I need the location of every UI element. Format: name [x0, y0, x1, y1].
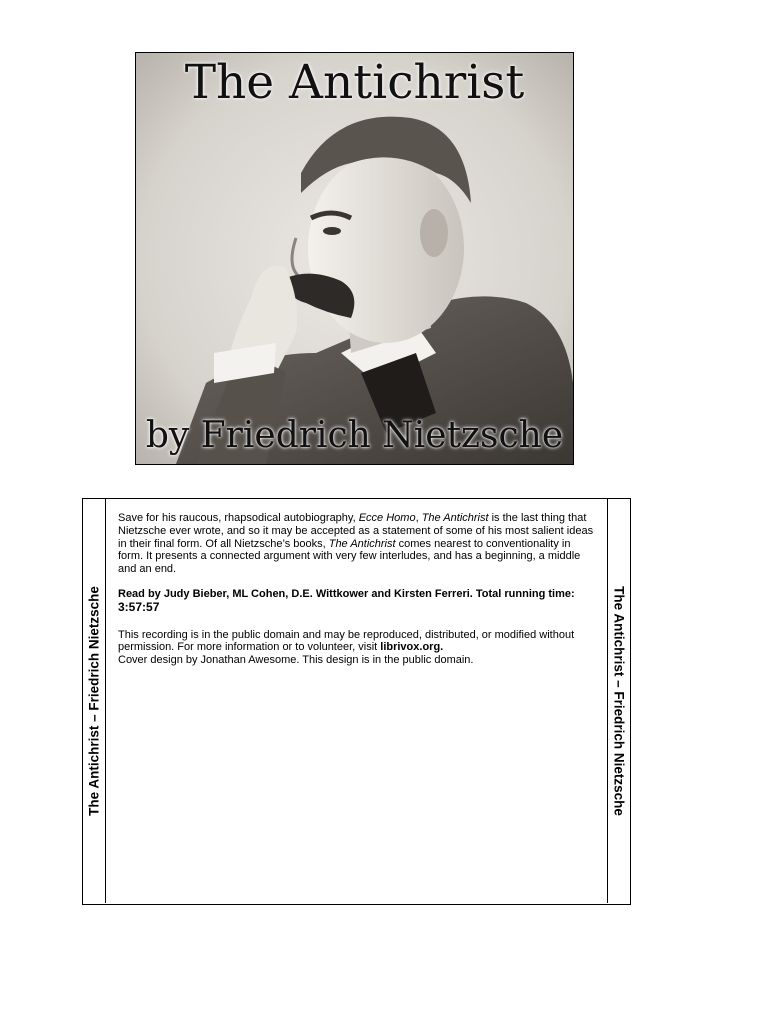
case-insert [82, 498, 631, 905]
librivox-link[interactable]: librivox.org. [380, 641, 444, 654]
book-title-antichrist: The Antichrist [328, 537, 396, 550]
spine-left-text: The Antichrist – Friedrich Nietzsche [86, 586, 102, 816]
description-text: Save for his raucous, rhapsodical autobiography, [118, 512, 359, 524]
description-text: comes nearest to conventionality in form. It presents a connected argument with very few interludes, and has a beginning, a middle and an end. [118, 537, 581, 576]
insert-content [118, 512, 595, 667]
readers-text: Read by Judy Bieber, ML Cohen, D.E. Wittkower and Kirsten Ferreri. Total running time: [118, 587, 575, 600]
spine-left [83, 499, 106, 903]
book-title-antichrist: The Antichrist [421, 512, 489, 524]
description-text: , [415, 512, 422, 524]
cover-author: by Friedrich Nietzsche [145, 415, 564, 456]
spine-right-text: The Antichrist – Friedrich Nietzsche [611, 586, 627, 816]
description-text: is the last thing that Nietzsche ever wrote, and so it may be accepted as a statement of some of his most salient ideas in their final form. Of all Nietzsche’s books, [118, 512, 594, 550]
portrait-illustration [136, 53, 573, 464]
notice-text: This recording is in the public domain and may be reproduced, distributed, or modified without permission. For more information or to volunteer, visit [118, 628, 575, 654]
running-time: 3:57:57 [118, 599, 160, 614]
cover-art [135, 52, 574, 465]
cover-title: The Antichrist [184, 55, 525, 110]
description-paragraph [118, 512, 595, 576]
spine-right [607, 499, 630, 903]
design-credit: Cover design by Jonathan Awesome. This design is in the public domain. [118, 654, 474, 667]
notice-paragraph [118, 629, 595, 655]
credits-paragraph [118, 588, 595, 615]
book-title-ecce-homo: Ecce Homo [358, 512, 416, 524]
